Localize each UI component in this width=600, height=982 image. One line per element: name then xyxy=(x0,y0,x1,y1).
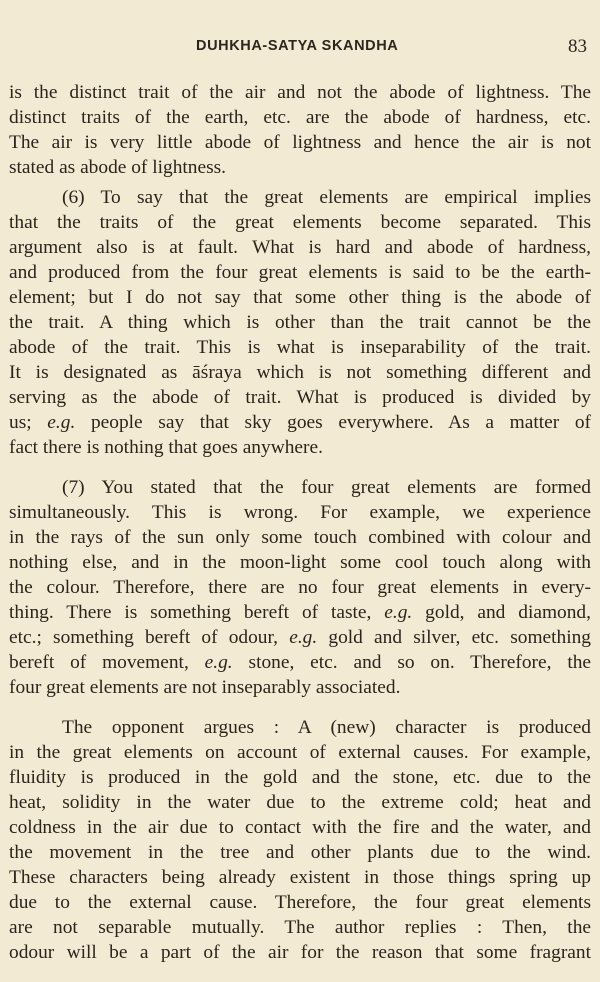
text-line: and produced from the four great elements is said to be the earth- xyxy=(9,262,591,283)
text-line: the movement in the tree and other plants due to the wind. xyxy=(9,842,591,863)
text-line: The air is very little abode of lightness and hence the air is not xyxy=(9,132,591,153)
text-line: thing. There is something bereft of taste, e.g. gold, and diamond, xyxy=(9,602,591,623)
text-line: These characters being already existent in those things spring up xyxy=(9,867,591,888)
text-line: us; e.g. people say that sky goes everywhere. As a matter of xyxy=(9,412,591,433)
running-head: DUHKHA-SATYA SKANDHA xyxy=(196,38,399,54)
text-line: heat, solidity in the water due to the extreme cold; heat and xyxy=(9,792,591,813)
text-line: (6) To say that the great elements are empirical implies xyxy=(62,187,591,208)
page-header xyxy=(0,36,600,60)
text-line: the colour. Therefore, there are no four great elements in every- xyxy=(9,577,591,598)
text-line: simultaneously. This is wrong. For example, we experience xyxy=(9,502,591,523)
text-line: due to the external cause. Therefore, the four great elements xyxy=(9,892,591,913)
text-line: stated as abode of lightness. xyxy=(9,157,227,178)
text-line: The opponent argues : A (new) character is produced xyxy=(62,717,591,738)
text-line: fact there is nothing that goes anywhere. xyxy=(9,437,323,458)
text-line: is the distinct trait of the air and not the abode of lightness. The xyxy=(9,82,591,103)
text-line: nothing else, and in the moon-light some cool touch along with xyxy=(9,552,591,573)
text-line: distinct traits of the earth, etc. are the abode of hardness, etc. xyxy=(9,107,591,128)
text-line: fluidity is produced in the gold and the stone, etc. due to the xyxy=(9,767,591,788)
text-line: four great elements are not inseparably associated. xyxy=(9,677,401,698)
text-line: the trait. A thing which is other than the trait cannot be the xyxy=(9,312,591,333)
text-line: etc.; something bereft of odour, e.g. gold and silver, etc. something xyxy=(9,627,591,648)
page-number: 83 xyxy=(568,36,587,57)
text-line: element; but I do not say that some other thing is the abode of xyxy=(9,287,591,308)
text-line: bereft of movement, e.g. stone, etc. and so on. Therefore, the xyxy=(9,652,592,673)
text-line: serving as the abode of trait. What is produced is divided by xyxy=(9,387,591,408)
text-line: odour will be a part of the air for the reason that some fragrant xyxy=(9,942,591,963)
text-line: are not separable mutually. The author replies : Then, the xyxy=(9,917,591,938)
text-line: It is designated as āśraya which is not something different and xyxy=(9,362,591,383)
text-line: that the traits of the great elements become separated. This xyxy=(9,212,591,233)
text-line: (7) You stated that the four great elements are formed xyxy=(62,477,591,498)
text-line: in the great elements on account of external causes. For example, xyxy=(9,742,591,763)
text-line: abode of the trait. This is what is inseparability of the trait. xyxy=(9,337,591,358)
text-line: argument also is at fault. What is hard and abode of hardness, xyxy=(9,237,591,258)
text-line: coldness in the air due to contact with the fire and the water, and xyxy=(9,817,591,838)
text-line: in the rays of the sun only some touch combined with colour and xyxy=(9,527,591,548)
